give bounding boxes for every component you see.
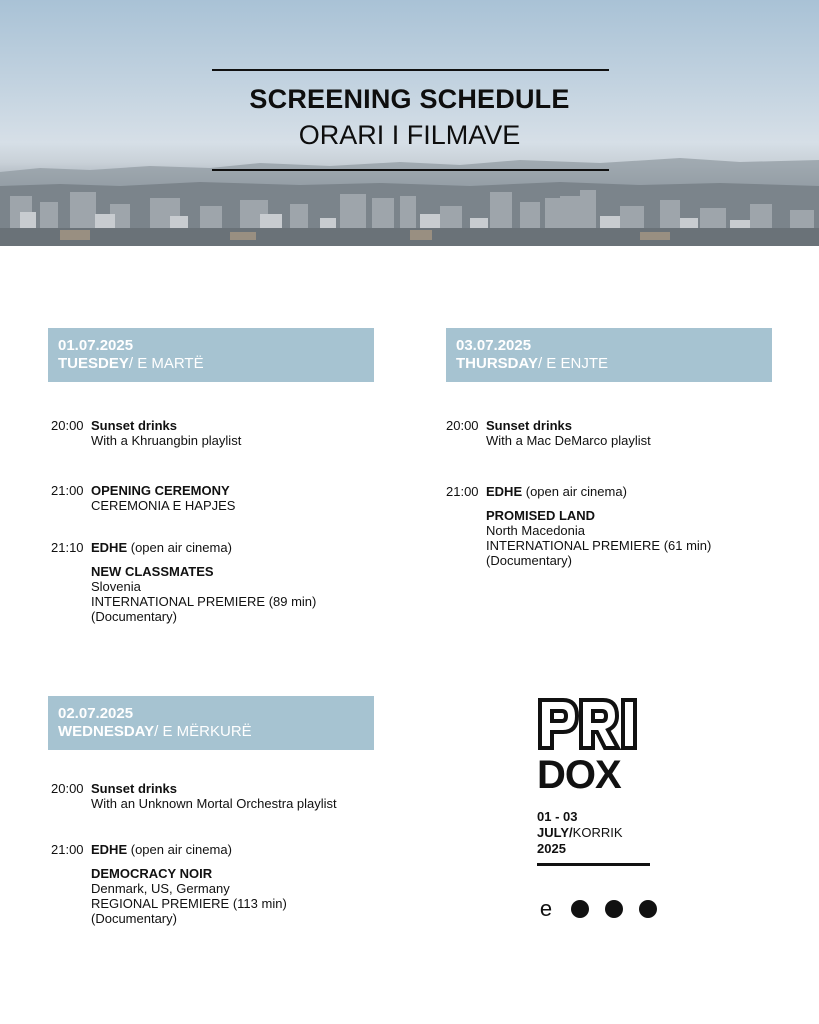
day-weekday-albanian: / E MËRKURË bbox=[154, 723, 252, 740]
event-detail: With a Khruangbin playlist bbox=[91, 433, 242, 448]
title-bottom-rule bbox=[212, 169, 609, 171]
event-venue: EDHE bbox=[91, 540, 128, 555]
event-time: 20:00 bbox=[51, 418, 84, 433]
film-premiere: INTERNATIONAL PREMIERE (61 min) bbox=[486, 538, 712, 553]
film-country: North Macedonia bbox=[486, 523, 585, 538]
day-date: 03.07.2025 bbox=[456, 337, 532, 354]
day-block-wednesday bbox=[48, 696, 388, 936]
event-time: 21:00 bbox=[446, 484, 479, 499]
festival-year: 2025 bbox=[537, 841, 566, 856]
event-title: OPENING CEREMONY bbox=[91, 483, 230, 498]
day-date: 02.07.2025 bbox=[58, 705, 134, 722]
festival-dates bbox=[537, 809, 623, 857]
logo-divider bbox=[537, 863, 650, 866]
hero-banner bbox=[0, 0, 819, 246]
dot-icon bbox=[639, 900, 657, 918]
event-time: 20:00 bbox=[51, 781, 84, 796]
festival-month: JULY/ bbox=[537, 825, 573, 840]
logo-dots bbox=[537, 896, 657, 921]
dot-icon bbox=[571, 900, 589, 918]
day-weekday: TUESDEY bbox=[58, 355, 129, 372]
day-header bbox=[48, 328, 374, 382]
film-genre: (Documentary) bbox=[486, 553, 572, 568]
event-detail: With a Mac DeMarco playlist bbox=[486, 433, 651, 448]
e-icon: e bbox=[539, 896, 553, 921]
pri-text: PRI bbox=[537, 697, 539, 698]
festival-month-albanian: KORRIK bbox=[572, 825, 623, 840]
event-detail: CEREMONIA E HAPJES bbox=[91, 498, 236, 513]
film-country: Denmark, US, Germany bbox=[91, 881, 230, 896]
film-genre: (Documentary) bbox=[91, 609, 177, 624]
event-detail: With an Unknown Mortal Orchestra playlist bbox=[91, 796, 337, 811]
film-country: Slovenia bbox=[91, 579, 141, 594]
day-weekday-albanian: / E MARTË bbox=[128, 355, 204, 372]
pridox-logo bbox=[537, 697, 667, 921]
day-weekday-albanian: / E ENJTE bbox=[537, 355, 608, 372]
title-top-rule bbox=[212, 69, 609, 71]
dot-icon bbox=[605, 900, 623, 918]
festival-date-range: 01 - 03 bbox=[537, 809, 578, 824]
film-title: DEMOCRACY NOIR bbox=[91, 866, 213, 881]
event-venue-note: (open air cinema) bbox=[522, 484, 627, 499]
event-time: 21:00 bbox=[51, 483, 84, 498]
event-title: Sunset drinks bbox=[91, 781, 177, 796]
day-date: 01.07.2025 bbox=[58, 337, 134, 354]
film-premiere: REGIONAL PREMIERE (113 min) bbox=[91, 896, 287, 911]
page-subtitle: ORARI I FILMAVE bbox=[298, 120, 521, 150]
event-venue: EDHE bbox=[91, 842, 128, 857]
event-time: 21:00 bbox=[51, 842, 84, 857]
day-block-thursday bbox=[446, 328, 786, 588]
event-venue: EDHE bbox=[486, 484, 523, 499]
page-title: SCREENING SCHEDULE bbox=[249, 84, 570, 114]
film-title: NEW CLASSMATES bbox=[91, 564, 214, 579]
day-weekday: THURSDAY bbox=[456, 355, 538, 372]
dox-wordmark: DOX bbox=[537, 753, 621, 797]
film-premiere: INTERNATIONAL PREMIERE (89 min) bbox=[91, 594, 317, 609]
film-title: PROMISED LAND bbox=[486, 508, 596, 523]
film-genre: (Documentary) bbox=[91, 911, 177, 926]
day-weekday: WEDNESDAY bbox=[58, 723, 155, 740]
event-venue-note: (open air cinema) bbox=[127, 540, 232, 555]
event-venue-note: (open air cinema) bbox=[127, 842, 232, 857]
event-title: Sunset drinks bbox=[486, 418, 572, 433]
pri-logo-mark bbox=[537, 697, 651, 751]
event-time: 21:10 bbox=[51, 540, 84, 555]
day-block-tuesday bbox=[48, 328, 388, 638]
day-header bbox=[446, 328, 772, 382]
event-title: Sunset drinks bbox=[91, 418, 177, 433]
event-time: 20:00 bbox=[446, 418, 479, 433]
day-header bbox=[48, 696, 374, 750]
